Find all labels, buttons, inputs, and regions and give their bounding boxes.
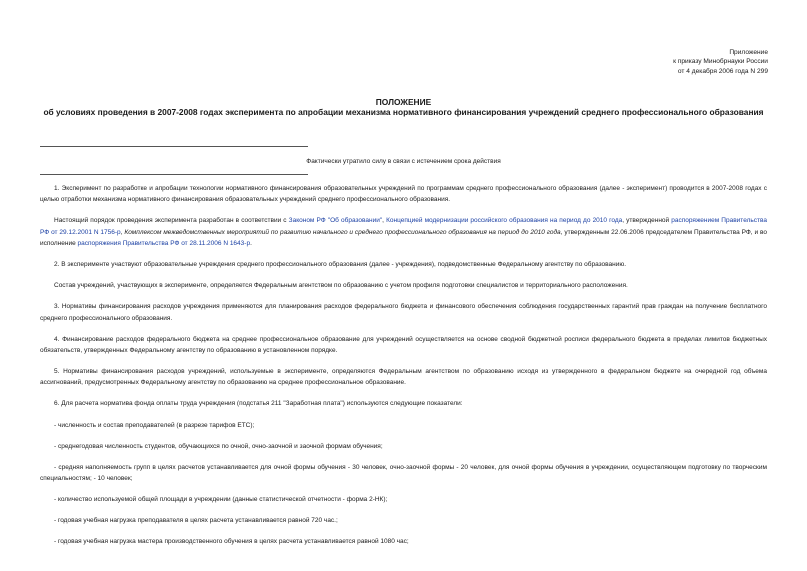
link-modernization-concept[interactable]: Концепцией модернизации российского образования на период до 2010 года — [386, 217, 623, 225]
paragraph-2-text: Настоящий порядок проведения эксперимента разработан в соответствии с — [54, 217, 289, 225]
link-order-1756[interactable]: распоряжением Правительства РФ от 29.12.2001 N 1756-р — [40, 217, 768, 236]
list-item-teacher-load: - годовая учебная нагрузка преподавателя в целях расчета устанавливается равной 720 час.; — [54, 517, 338, 525]
appendix-line-3: от 4 декабря 2006 года N 299 — [677, 67, 768, 75]
complex-measures-title: Комплексом межведомственных мероприятий по развитию начального и среднего профессионального образования на период до 2010 года — [124, 228, 561, 236]
paragraph-2-text: , — [382, 217, 387, 225]
title-heading: ПОЛОЖЕНИЕ — [375, 97, 432, 107]
list-item-master-load: - годовая учебная нагрузка мастера производственного обучения в целях расчета устанавливается равной 1080 час; — [54, 538, 409, 546]
list-item-floor-area: - количество используемой общей площади в учреждении (данные статистической отчетности - форма 2-НК); — [54, 496, 388, 504]
divider-top — [40, 146, 308, 147]
appendix-line-1: Приложение — [729, 49, 768, 56]
title-subtitle: об условиях проведения в 2007-2008 годах эксперимента по апробации механизма нормативного финансирования учреждений среднего профессионального образования — [43, 107, 764, 118]
appendix-header — [673, 48, 768, 76]
paragraph-2-text: , — [120, 228, 125, 236]
link-order-1643[interactable]: распоряжения Правительства РФ от 28.11.2006 N 1643-р — [77, 239, 251, 247]
paragraph-2-text: , утвержденным 22.06.2006 председателем Правительства РФ, и во исполнение — [40, 228, 767, 247]
appendix-line-2: к приказу Минобрнауки России — [673, 58, 768, 66]
paragraph-2-text: , утвержденной — [622, 217, 672, 225]
list-item-students: - среднегодовая численность студентов, обучающихся по очной, очно-заочной и заочной формам обучения; — [54, 442, 383, 450]
document-title — [40, 97, 767, 117]
list-item-teachers: - численность и состав преподавателей (в разрезе тарифов ЕТС); — [54, 421, 255, 429]
paragraph-1: 1. Эксперимент по разработке и апробации технологии нормативного финансирования образовательных учреждений по программам среднего профессионального образования (далее - эксперимент) проводится в 2007-2008 годах с целью отработки механизма нормативного финансирования образовательных учреждений среднего профессионального образования. — [40, 185, 767, 204]
document-body — [40, 183, 767, 557]
link-law-on-education[interactable]: Законом РФ "Об образовании" — [288, 217, 383, 225]
paragraph-4: Состав учреждений, участвующих в эксперименте, определяется Федеральным агентством по образованию с учетом профиля подготовки специалистов и территориального расположения. — [54, 282, 628, 290]
paragraph-8: 6. Для расчета норматива фонда оплаты труда учреждения (подстатья 211 "Заработная плата") используются следующие показатели: — [54, 400, 463, 408]
paragraph-7: 5. Нормативы финансирования расходов учреждений, используемые в эксперименте, определяются Федеральным агентством по образованию исходя из утвержденного в федеральном бюджете на очередной год объема ассигнований, предусмотренных Федеральному агентству по образованию на среднее профессиональное образование. — [40, 368, 767, 387]
paragraph-2 — [40, 215, 767, 249]
paragraph-6: 4. Финансирование расходов федерального бюджета на среднее профессиональное образование для учреждений осуществляется на основе сводной бюджетной росписи федерального бюджета в пределах лимитов бюджетных обязательств, утвержденных Федеральному агентству по образованию в установленном порядке. — [40, 335, 767, 354]
paragraph-5: 3. Нормативы финансирования расходов учреждения применяются для планирования расходов федерального бюджета и финансового обеспечения соблюдения государственных гарантий прав граждан на получение бесплатного среднего профессионального образования. — [40, 303, 767, 322]
list-item-group-size: - средняя наполняемость групп в целях расчетов устанавливается для очной формы обучения - 30 человек, очно-заочной формы - 20 человек, для очной формы обучения в учреждении, осуществляющем подготовку по творческим специальностям; - 10 человек; — [40, 463, 767, 483]
status-note: Фактически утратило силу в связи с истечением срока действия — [306, 158, 501, 165]
divider-bottom — [40, 174, 308, 175]
paragraph-3: 2. В эксперименте участвуют образовательные учреждения среднего профессионального образования (далее - учреждения), подведомственные Федеральному агентству по образованию. — [54, 261, 627, 269]
paragraph-2-text: . — [250, 239, 252, 247]
